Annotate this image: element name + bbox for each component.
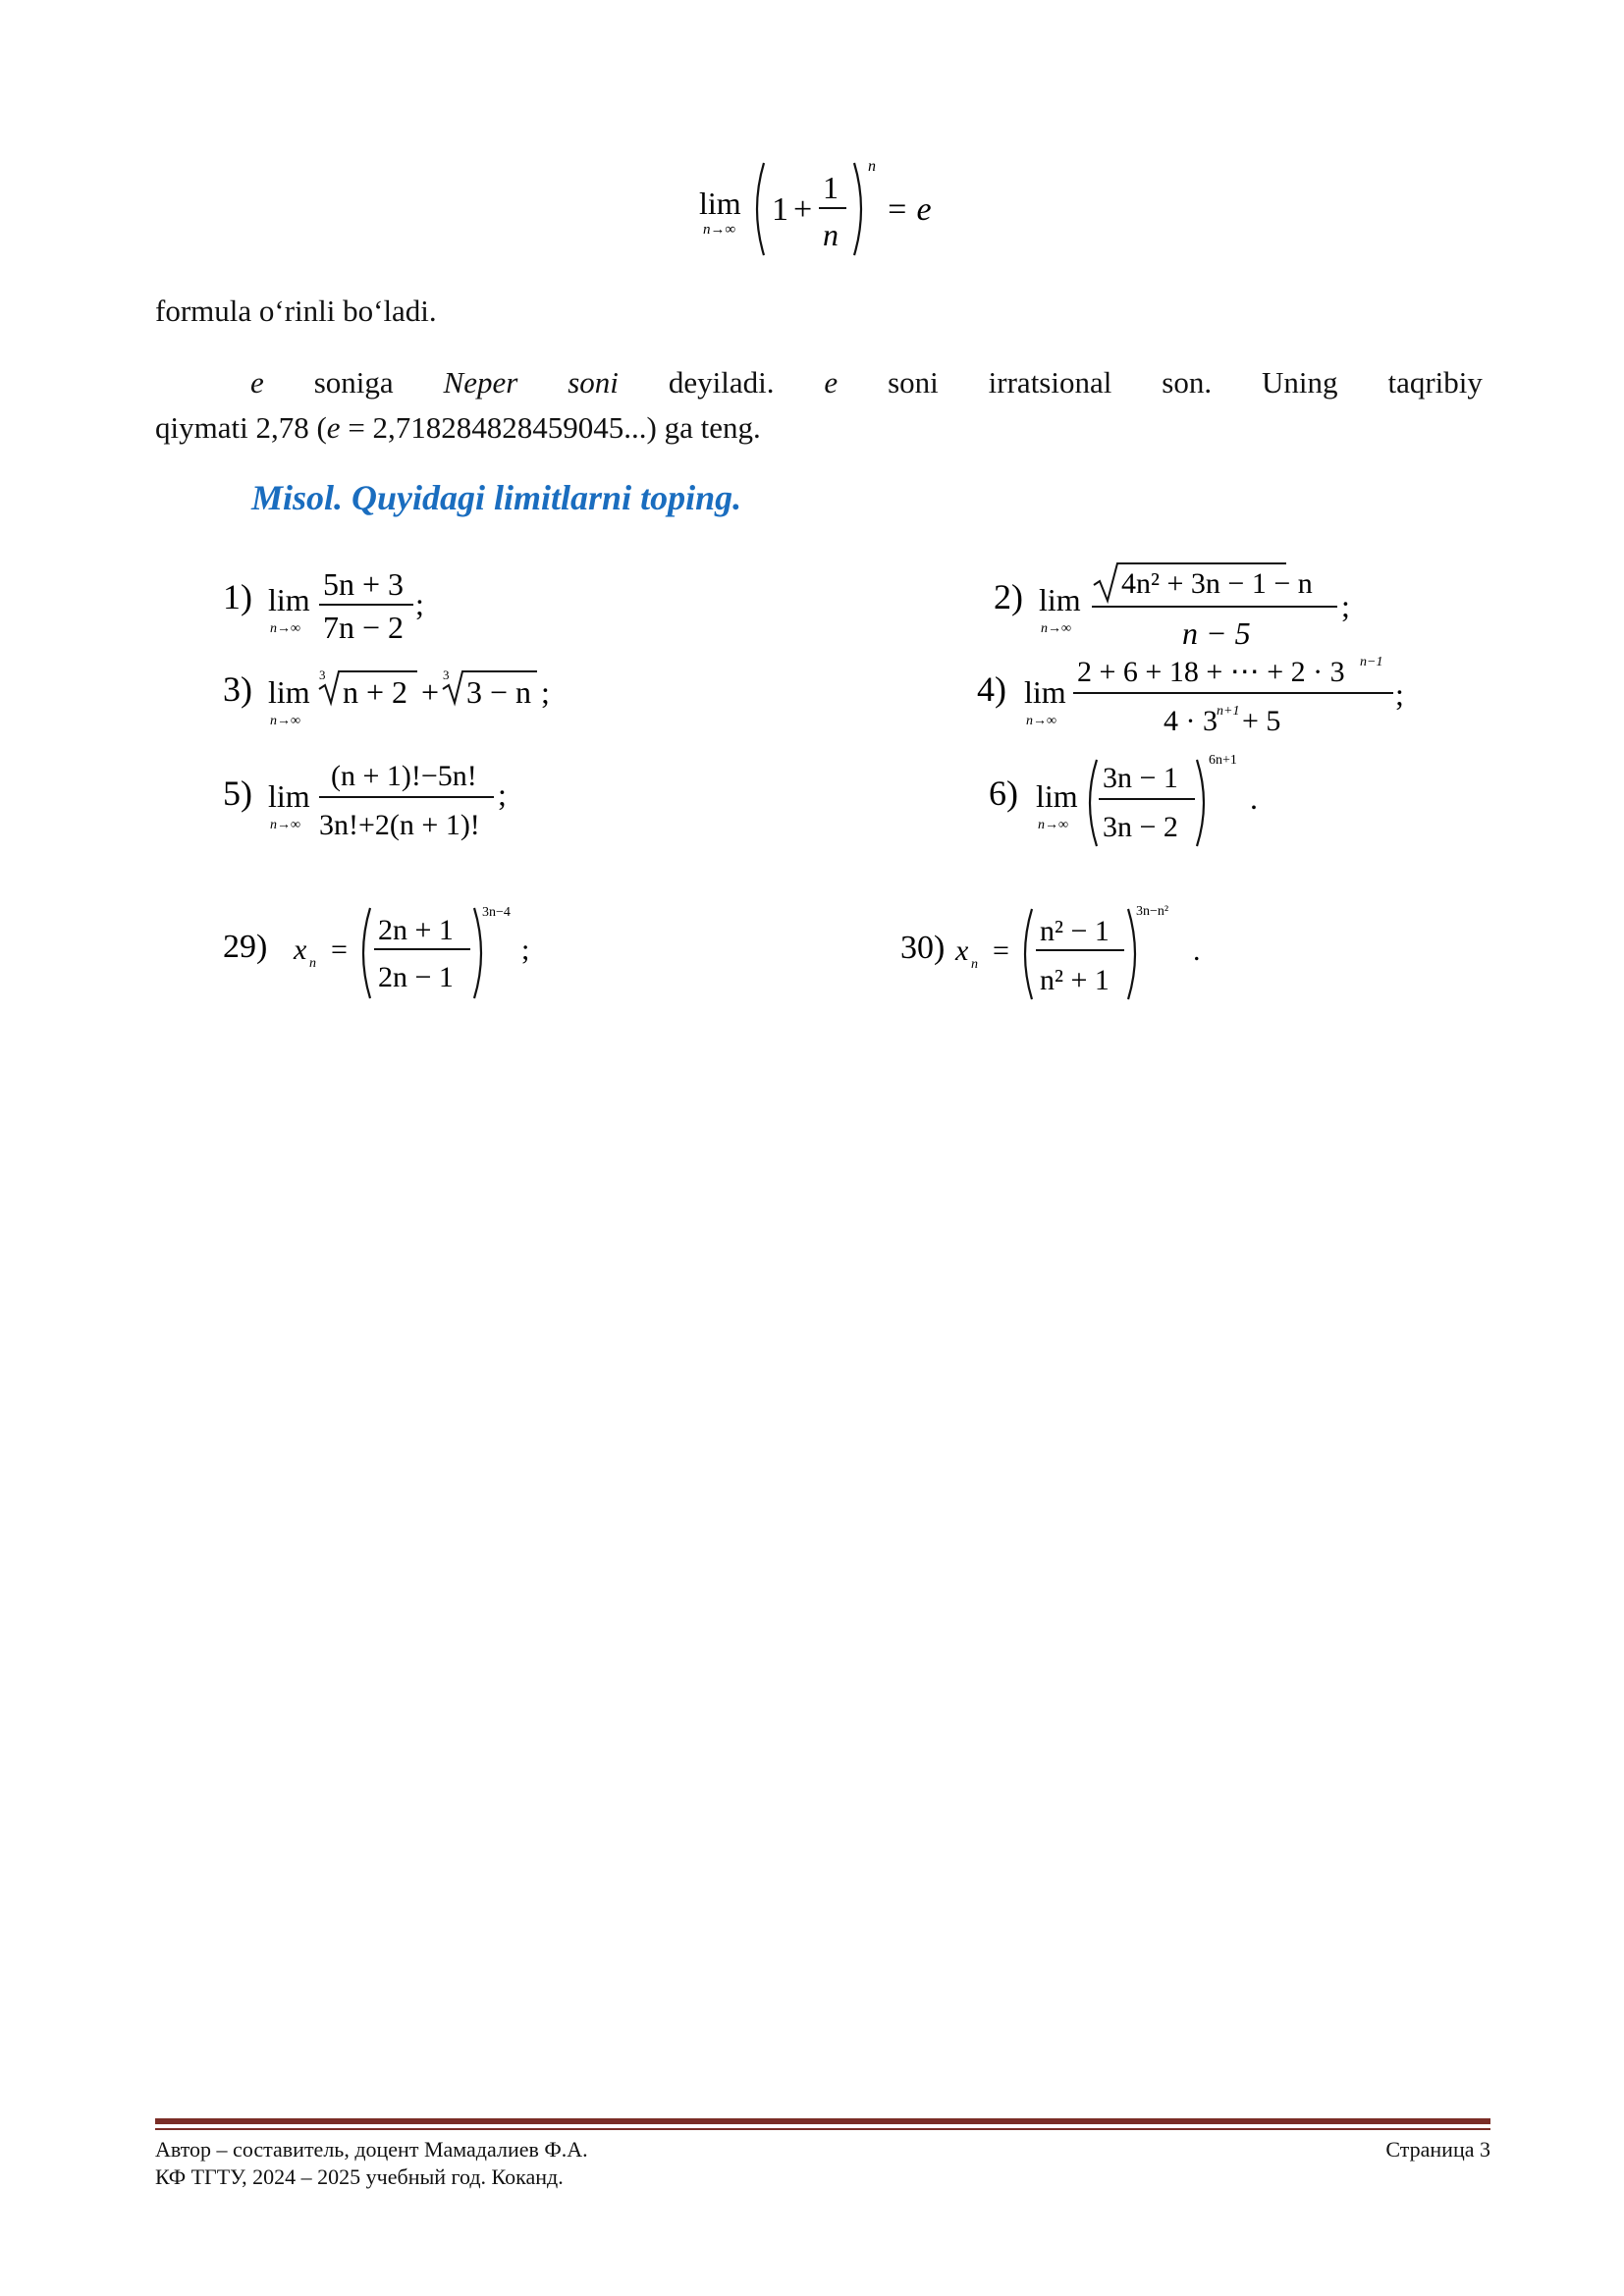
exponent: 3n−n² bbox=[1136, 904, 1169, 919]
lim-subscript: n→∞ bbox=[270, 714, 300, 728]
footer-divider bbox=[155, 2118, 1490, 2124]
exercise-5 bbox=[221, 750, 535, 857]
lim-text: lim bbox=[1036, 778, 1078, 814]
word: soniga bbox=[313, 365, 394, 400]
semicolon: ; bbox=[1395, 676, 1404, 712]
denominator: 3n − 2 bbox=[1103, 811, 1178, 843]
lim-subscript: n→∞ bbox=[270, 621, 300, 636]
root-expression-1: n + 2 bbox=[343, 674, 408, 710]
denominator: 7n − 2 bbox=[323, 610, 405, 645]
lim-text: lim bbox=[1039, 582, 1081, 617]
footer-author-info bbox=[155, 2136, 588, 2191]
exercise-label: 2) bbox=[994, 577, 1023, 616]
plus-sign: + bbox=[421, 674, 440, 710]
semicolon: ; bbox=[415, 586, 424, 621]
lim-subscript: n→∞ bbox=[1038, 818, 1068, 832]
formula-equals-e: = e bbox=[886, 191, 932, 228]
exercise-4 bbox=[975, 652, 1427, 759]
footer-divider-thin bbox=[155, 2128, 1490, 2130]
word: deyiladi. bbox=[668, 365, 775, 400]
paragraph-formula-valid: formula o‘rinli bo‘ladi. bbox=[155, 294, 437, 328]
denominator: n − 5 bbox=[1182, 615, 1251, 651]
left-paren bbox=[757, 163, 764, 255]
semicolon: ; bbox=[1341, 588, 1350, 623]
formula-exponent: n bbox=[868, 158, 876, 175]
footer-institution: КФ ТГТУ, 2024 – 2025 учебный год. Коканд. bbox=[155, 2164, 564, 2189]
paragraph-line-1 bbox=[155, 360, 1483, 405]
lim-subscript: n→∞ bbox=[1026, 714, 1056, 728]
exercise-label: 30) bbox=[900, 930, 946, 966]
root-index: 3 bbox=[319, 667, 326, 682]
word: irratsional bbox=[988, 365, 1112, 400]
numerator: 2 + 6 + 18 + ⋯ + 2 · 3 bbox=[1077, 656, 1345, 688]
exercise-label: 4) bbox=[977, 669, 1006, 709]
denominator: 2n − 1 bbox=[378, 961, 454, 993]
lim-subscript: n→∞ bbox=[270, 818, 300, 832]
exercise-6 bbox=[987, 746, 1281, 863]
numerator: 3n − 1 bbox=[1103, 762, 1178, 794]
subscript-n: n bbox=[971, 957, 978, 972]
left-paren bbox=[1025, 909, 1032, 999]
variable-x: x bbox=[955, 934, 969, 967]
fraction-denominator: n bbox=[823, 217, 839, 252]
exercise-29 bbox=[221, 898, 555, 1015]
subscript-n: n bbox=[309, 956, 316, 971]
root-expression-2: 3 − n bbox=[466, 674, 532, 710]
denominator: 4 · 3 bbox=[1164, 705, 1218, 737]
exercise-30 bbox=[898, 895, 1232, 1018]
word: soni bbox=[568, 365, 619, 400]
exercise-3 bbox=[221, 658, 574, 745]
denominator-tail: + 5 bbox=[1242, 705, 1281, 737]
fraction-numerator: 1 bbox=[823, 170, 839, 205]
paragraph-neper-number bbox=[155, 360, 1483, 451]
exercise-label: 5) bbox=[223, 774, 252, 813]
lim-subscript: n→∞ bbox=[703, 222, 736, 238]
formula-plus: + bbox=[793, 191, 813, 228]
lim-text: lim bbox=[1024, 674, 1066, 710]
lim-text: lim bbox=[699, 186, 741, 221]
word: e bbox=[824, 365, 839, 400]
right-paren bbox=[1197, 760, 1204, 846]
left-paren bbox=[1090, 760, 1097, 846]
numerator: 2n + 1 bbox=[378, 914, 454, 946]
denominator: n² + 1 bbox=[1040, 964, 1110, 996]
word: e bbox=[250, 365, 264, 400]
numerator: 4n² + 3n − 1 − n bbox=[1121, 567, 1313, 600]
main-limit-formula bbox=[699, 157, 954, 265]
exponent: 6n+1 bbox=[1209, 753, 1237, 768]
left-paren bbox=[363, 908, 370, 998]
exercise-label: 6) bbox=[989, 774, 1018, 813]
exercise-label: 3) bbox=[223, 669, 252, 709]
word: son. bbox=[1162, 365, 1213, 400]
exponent: 3n−4 bbox=[482, 905, 511, 920]
numerator: 5n + 3 bbox=[323, 566, 405, 602]
numerator-exponent: n−1 bbox=[1360, 655, 1383, 669]
denominator-exponent: n+1 bbox=[1217, 704, 1240, 719]
equals-sign: = bbox=[331, 934, 348, 966]
word: soni bbox=[888, 365, 939, 400]
exercise-2 bbox=[992, 560, 1365, 667]
numerator: (n + 1)!−5n! bbox=[331, 760, 477, 792]
word: taqribiy bbox=[1387, 365, 1483, 400]
right-paren bbox=[1128, 909, 1135, 999]
exercise-1 bbox=[221, 560, 447, 657]
lim-subscript: n→∞ bbox=[1041, 621, 1071, 636]
footer-author: Автор – составитель, доцент Мамадалиев Ф.А. bbox=[155, 2137, 588, 2162]
exercise-label: 29) bbox=[223, 929, 268, 965]
variable-x: x bbox=[294, 934, 307, 966]
period: . bbox=[1193, 934, 1201, 967]
formula-one: 1 bbox=[772, 191, 788, 228]
exercise-label: 1) bbox=[223, 577, 252, 616]
word: Neper bbox=[443, 365, 518, 400]
period: . bbox=[1250, 780, 1258, 816]
equals-sign: = bbox=[993, 934, 1009, 967]
right-paren bbox=[474, 908, 481, 998]
right-paren bbox=[854, 163, 861, 255]
semicolon: ; bbox=[541, 674, 550, 710]
denominator: 3n!+2(n + 1)! bbox=[319, 809, 480, 841]
lim-text: lim bbox=[268, 582, 310, 617]
semicolon: ; bbox=[498, 776, 507, 812]
paragraph-line-2: qiymati 2,78 (e = 2,718284828459045...) ga teng. bbox=[155, 410, 761, 445]
word: Uning bbox=[1262, 365, 1338, 400]
root-index: 3 bbox=[443, 667, 450, 682]
lim-text: lim bbox=[268, 778, 310, 814]
semicolon: ; bbox=[521, 934, 530, 966]
lim-text: lim bbox=[268, 674, 310, 710]
numerator: n² − 1 bbox=[1040, 915, 1110, 947]
page-number: Страница 3 bbox=[1385, 2137, 1490, 2162]
example-heading: Misol. Quyidagi limitlarni toping. bbox=[251, 478, 742, 517]
